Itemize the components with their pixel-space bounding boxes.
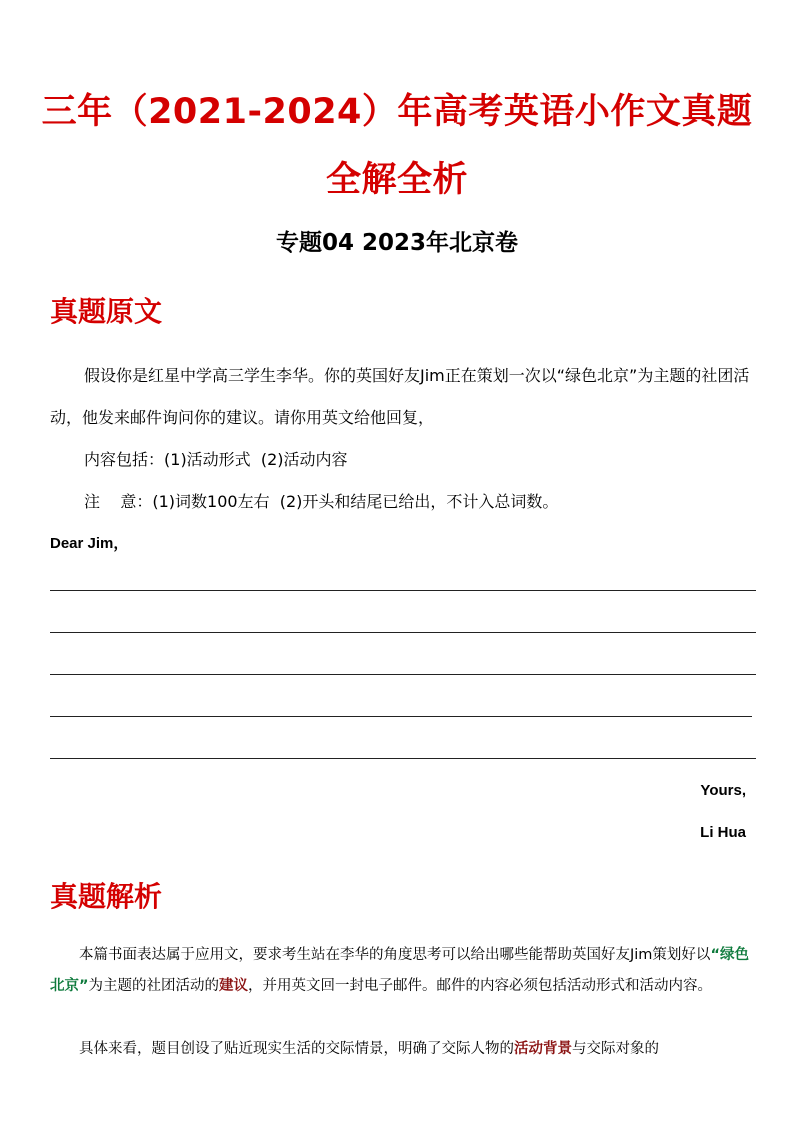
keyword-highlight: 建议 xyxy=(219,978,249,994)
analysis-paragraph-1: 本篇书面表达属于应用文，要求考生站在李华的角度思考可以给出哪些能帮助英国好友Jim策划好以“绿色北京”为主题的社团活动的建议，并用英文回一封电子邮件。邮件的内容必须包括活动形式和活动内容。 xyxy=(50,947,749,994)
analysis-paragraph-2: 具体来看，题目创设了贴近现实生活的交际情景，明确了交际人物的活动背景与交际对象的 xyxy=(79,1041,659,1057)
writing-line xyxy=(50,716,752,717)
letter-salutation: Dear Jim， xyxy=(50,535,129,552)
content-label: 内容包括： xyxy=(84,450,165,469)
content-items: (1)活动形式 (2)活动内容 xyxy=(164,450,348,469)
writing-line xyxy=(50,758,756,759)
prompt-text: 假设你是红星中学高三学生李华。你的英国好友Jim正在策划一次以“绿色北京”为主题的社团活动，他发来邮件询问你的建议。请你用英文给他回复， xyxy=(50,366,750,427)
document-subtitle: 专题04 2023年北京卷 xyxy=(275,230,519,256)
theme-highlight: “绿色北京” xyxy=(50,947,749,994)
section-heading-original: 真题原文 xyxy=(50,295,163,328)
prompt-paragraph xyxy=(50,355,754,439)
writing-line xyxy=(50,632,756,633)
keyword-highlight: 活动背景 xyxy=(514,1041,572,1057)
letter-closing: Yours, xyxy=(700,782,746,799)
document-title: 三年（2021-2024）年高考英语小作文真题全解全析 xyxy=(41,92,753,200)
letter-signature: Li Hua xyxy=(700,824,746,841)
section-heading-analysis: 真题解析 xyxy=(50,880,163,913)
note-label: 注 意： xyxy=(84,492,153,511)
writing-line xyxy=(50,590,756,591)
content-requirement xyxy=(50,439,754,481)
writing-line xyxy=(50,674,756,675)
note-requirement xyxy=(50,481,754,523)
note-items: (1)词数100左右 (2)开头和结尾已给出，不计入总词数。 xyxy=(152,492,559,511)
